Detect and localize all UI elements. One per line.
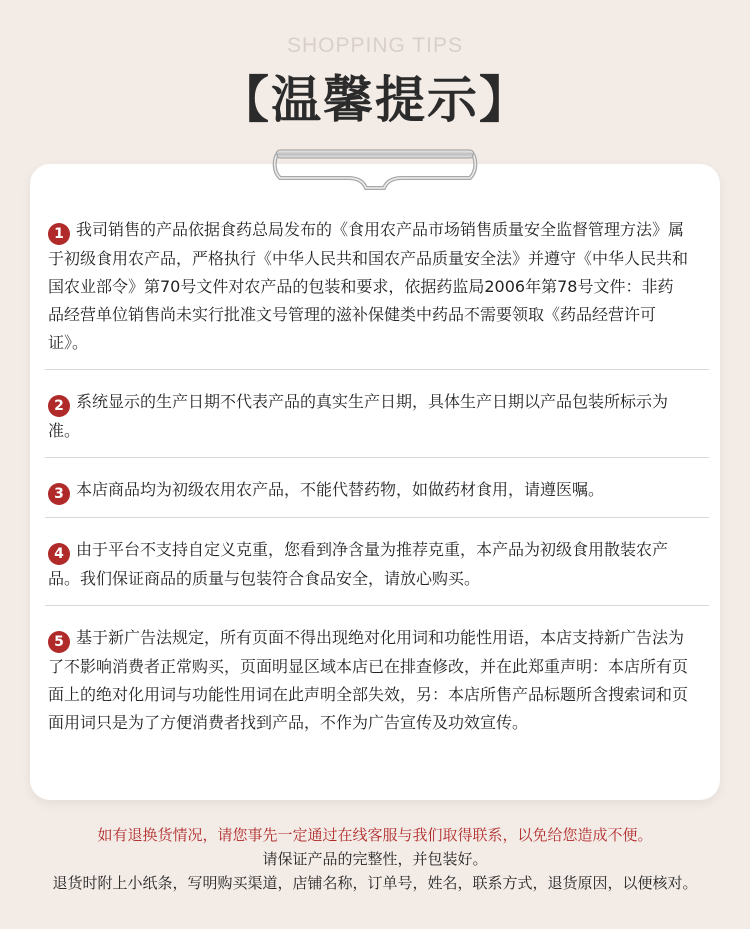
tip-text: 系统显示的生产日期不代表产品的真实生产日期，具体生产日期以产品包装所标示为准。 [48, 392, 669, 440]
tip-number-badge: 5 [48, 631, 70, 653]
footer-line-warning: 如有退换货情况，请您事先一定通过在线客服与我们取得联系，以免给您造成不便。 [97, 826, 653, 844]
tip-number-badge: 1 [48, 223, 70, 245]
tip-item-4 [48, 528, 688, 605]
tip-item-3 [48, 468, 688, 517]
footer-line-packaging: 请保证产品的完整性，并包装好。 [262, 850, 488, 868]
footer-line-return-info: 退货时附上小纸条，写明购买渠道，店铺名称，订单号，姓名，联系方式，退货原因，以便核对。 [52, 874, 698, 892]
tip-item-1 [48, 208, 688, 369]
tip-text: 我司销售的产品依据食药总局发布的《食用农产品市场销售质量安全监督管理方法》属于初级食用农产品，严格执行《中华人民共和国农产品质量安全法》并遵守《中华人民共和国农业部令》第70号文件对农产品的包装和要求，依据药监局2006年第78号文件：非药品经营单位销售尚未实行批准文号管理的滋补保健类中药品不需要领取《药品经营许可证》。 [48, 220, 689, 352]
header-subtitle: SHOPPING TIPS [287, 34, 463, 57]
divider [45, 369, 709, 370]
divider [45, 457, 709, 458]
tip-text: 基于新广告法规定，所有页面不得出现绝对化用词和功能性用语，本店支持新广告法为了不影响消费者正常购买，页面明显区域本店已在排查修改，并在此郑重声明：本店所有页面上的绝对化用词与功能性用词在此声明全部失效，另：本店所售产品标题所含搜索词和页面用词只是为了方便消费者找到产品，不作为广告宣传及功效宣传。 [48, 628, 689, 732]
page-title: 【温馨提示】 [219, 71, 531, 129]
divider [45, 605, 709, 606]
tips-list [48, 208, 688, 749]
paper-clip-icon [270, 144, 480, 192]
tip-item-2 [48, 380, 688, 457]
tip-number-badge: 2 [48, 395, 70, 417]
tip-text: 本店商品均为初级农用农产品，不能代替药物，如做药材食用，请遵医嘱。 [76, 480, 605, 499]
tip-text: 由于平台不支持自定义克重，您看到净含量为推荐克重，本产品为初级食用散装农产品。我们保证商品的质量与包装符合食品安全，请放心购买。 [48, 540, 669, 588]
divider [45, 517, 709, 518]
tip-number-badge: 4 [48, 543, 70, 565]
footer-notice [0, 823, 750, 895]
tip-item-5 [48, 616, 688, 749]
tip-number-badge: 3 [48, 483, 70, 505]
